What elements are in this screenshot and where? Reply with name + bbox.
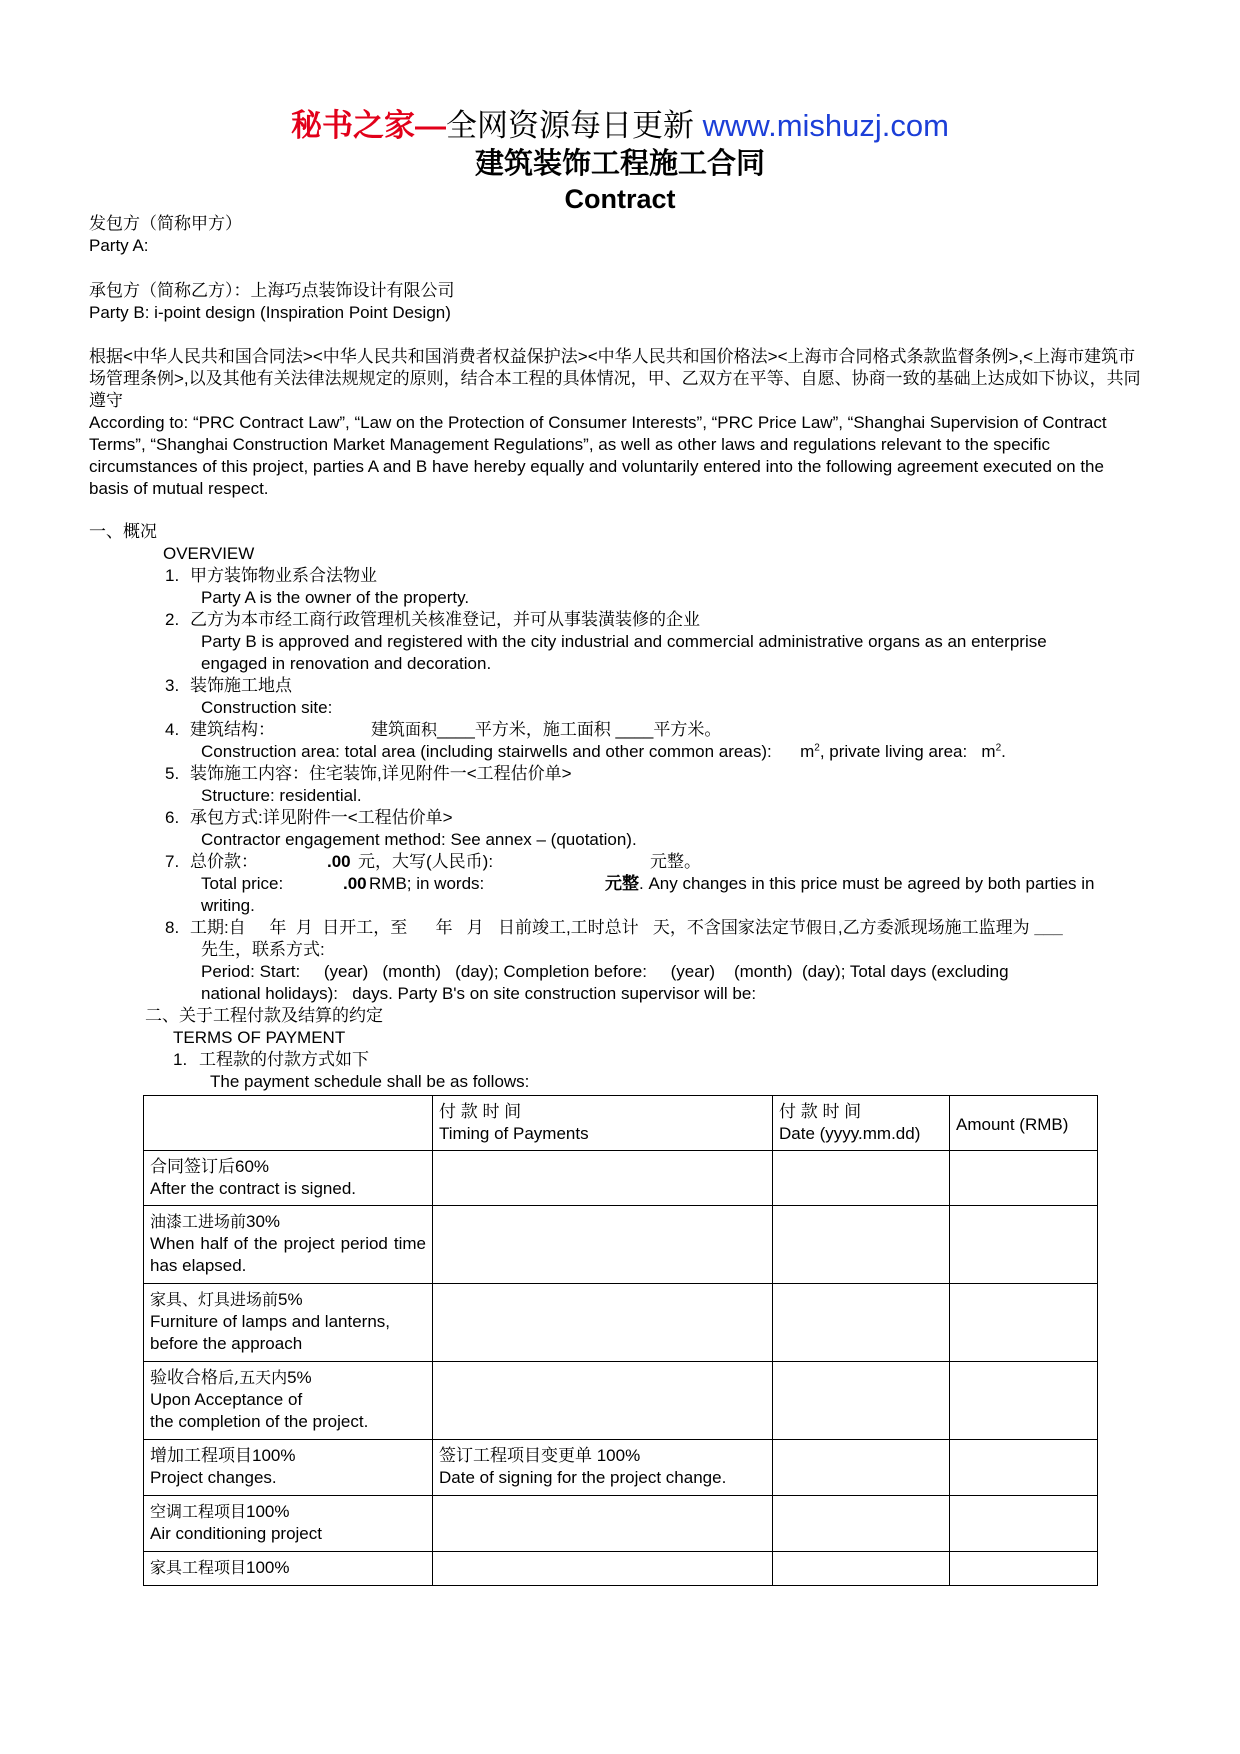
unit-exponent: 2 (995, 742, 1002, 754)
date-cell[interactable] (773, 1496, 950, 1552)
brand-url-link[interactable]: www.mishuzj.com (702, 108, 949, 143)
item8-en-month: (month) (382, 962, 441, 981)
party-b-label-cn: 承包方（简称乙方）：上海巧点装饰设计有限公司 (89, 281, 455, 300)
stage-cn: 增加工程项目 (150, 1446, 252, 1465)
date-cell[interactable] (773, 1440, 950, 1496)
item8-cn-supervisor: ,乙方委派现场施工监理为 (837, 918, 1030, 937)
stage-cell (144, 1496, 433, 1552)
stage-cn: 合同签订后 (150, 1157, 235, 1176)
stage-cell (144, 1440, 433, 1496)
header-cell-timing (433, 1096, 773, 1151)
item1-cn: 甲方装饰物业系合法物业 (190, 566, 377, 585)
item4-cn-detail (371, 719, 721, 741)
timing-cell[interactable] (433, 1552, 773, 1586)
stage-cn-suffix: 后,五天内 (218, 1368, 288, 1387)
stage-percent: 100% (252, 1446, 296, 1465)
stage-percent: 5% (287, 1368, 312, 1387)
item8-en-line1 (201, 961, 1009, 983)
title-english: Contract (564, 184, 676, 214)
item3-en: Construction site: (201, 698, 333, 717)
item8-en-year2: (year) (670, 962, 716, 981)
table-row (144, 1151, 1098, 1206)
item8-en-completion: (day); Completion before: (455, 962, 647, 981)
table-header-row (144, 1096, 1098, 1151)
table-row (144, 1440, 1098, 1496)
unit-m: m (981, 742, 996, 761)
stage-en-line2: the completion of the project. (150, 1412, 369, 1431)
party-b-label-en: Party B: i-point design (Inspiration Point Design) (89, 303, 451, 322)
stage-en: When half of the project period time has elapsed. (150, 1234, 426, 1275)
item8-en-year: (year) (323, 962, 369, 981)
date-cell[interactable] (773, 1362, 950, 1440)
stage-en: After the contract is signed. (150, 1179, 356, 1198)
header-timing-en: Timing of Payments (439, 1124, 589, 1143)
item8-en-line2 (201, 983, 756, 1005)
item8-en-start: Period: Start: (201, 962, 301, 981)
item7-en-amount: .00 (343, 874, 367, 893)
header-cell-amount (950, 1096, 1098, 1151)
timing-cell[interactable] (433, 1362, 773, 1440)
item8-cn-month2: 月 (466, 918, 484, 937)
item7-en-writing: writing. (201, 896, 255, 915)
amount-cell[interactable] (950, 1284, 1098, 1362)
item-number: 4. (165, 720, 180, 739)
item8-en-days: (day); Total days (excluding (801, 962, 1009, 981)
timing-cell[interactable] (433, 1284, 773, 1362)
preamble-en: According to: “PRC Contract Law”, “Law on the Protection of Consumer Interests”, “PRC Price Law”, “Shanghai Supervision of Contract Terms”, “Shanghai Construction Market Management Regulations”, as well as other laws and regulations relevant to the specific circumstances of this project, parties A and B have hereby equally and voluntarily entered into the following agreement executed on the basis of mutual respect. (89, 413, 1107, 498)
stage-cell (144, 1151, 433, 1206)
header-amount: Amount (RMB) (956, 1114, 1069, 1134)
timing-cell[interactable] (433, 1440, 773, 1496)
item-number: 1. (173, 1050, 188, 1069)
item8-cn-until: 日开工，至 (322, 918, 408, 937)
item-number: 2. (165, 610, 180, 629)
date-cell[interactable] (773, 1284, 950, 1362)
party-a-label-en: Party A: (89, 236, 149, 255)
stage-cell (144, 1362, 433, 1440)
item-number: 8. (165, 918, 180, 937)
date-cell[interactable] (773, 1552, 950, 1586)
item8-cn-line2: 先生，联系方式: (201, 940, 325, 959)
stage-percent: 100% (246, 1502, 290, 1521)
stage-percent: 100% (246, 1558, 290, 1577)
table-row (144, 1552, 1098, 1586)
item7-en-note (605, 873, 1094, 895)
item4-cn-building: 建筑 (371, 720, 405, 739)
item7-en-yuan: 元整 (605, 874, 639, 893)
amount-cell[interactable] (950, 1552, 1098, 1586)
item7-cn-words-label: 元，大写(人民币): (358, 852, 494, 871)
table-row (144, 1496, 1098, 1552)
unit-m: m (800, 742, 815, 761)
amount-cell[interactable] (950, 1206, 1098, 1284)
item-number: 6. (165, 808, 180, 827)
amount-cell[interactable] (950, 1151, 1098, 1206)
item5-cn: 装饰施工内容：住宅装饰,详见附件一<工程估价单> (190, 764, 572, 783)
item8-cn-month: 月 (295, 918, 313, 937)
amount-cell[interactable] (950, 1496, 1098, 1552)
stage-en: Project changes. (150, 1468, 277, 1487)
party-a-label-cn: 发包方（简称甲方） (89, 214, 242, 233)
title-chinese: 建筑装饰工程施工合同 (474, 148, 765, 180)
table-row (144, 1206, 1098, 1284)
site-header (0, 106, 1240, 146)
stage-cn: 家具、灯具进场前 (150, 1290, 279, 1309)
stage-percent: 60% (235, 1157, 270, 1176)
stage-en: Furniture of lamps and lanterns, before the approach (150, 1312, 391, 1353)
item4-en-private: , private living area: (819, 742, 968, 761)
payment-table (143, 1095, 1098, 1586)
item7-cn-amount: .00 (327, 852, 351, 871)
item7-cn-label: 总价款： (190, 852, 258, 871)
amount-cell[interactable] (950, 1362, 1098, 1440)
brand-name: 秘书之家 (291, 108, 416, 143)
item8-cn-blank: ___ (1034, 918, 1063, 937)
header-timing-cn: 付 款 时 间 (439, 1102, 522, 1121)
section2-heading-en: TERMS OF PAYMENT (173, 1028, 346, 1047)
stage-cn: 验收合格 (150, 1368, 218, 1387)
item4-cn-area-values: ____平方米，施工面积 ____平方米。 (437, 720, 722, 739)
table-row (144, 1362, 1098, 1440)
header-date-en: Date (yyyy.mm.dd) (779, 1124, 921, 1143)
item-number: 1. (165, 566, 180, 585)
item8-en-holidays: national holidays): (201, 984, 339, 1003)
stage-cn: 油漆工进场前 (150, 1212, 247, 1231)
stage-cn: 家具工程项目 (150, 1558, 247, 1577)
item8-cn-completion: 日前竣工,工时总计 (497, 918, 639, 937)
item5-en: Structure: residential. (201, 786, 362, 805)
stage-cell (144, 1284, 433, 1362)
item8-cn-holiday: 假日 (805, 918, 838, 937)
stage-en: Air conditioning project (150, 1524, 322, 1543)
stage-percent: 30% (246, 1212, 281, 1231)
header-cell-date (773, 1096, 950, 1151)
item4-cn-area: 面积 (405, 720, 438, 739)
payment-schedule-en: The payment schedule shall be as follows: (210, 1072, 530, 1091)
item6-en: Contractor engagement method: See annex – (quotation). (201, 830, 637, 849)
item2-en: Party B is approved and registered with the city industrial and commercial administrative organs as an enterprise engaged in renovation and decoration. (201, 632, 1047, 673)
preamble-cn: 根据<中华人民共和国合同法><中华人民共和国消费者权益保护法><中华人民共和国价格法><上海市合同格式条款监督条例>,<上海市建筑市场管理条例>,以及其他有关法律法规规定的原则，结合本工程的具体情况，甲、乙双方在平等、自愿、协商一致的基础上达成如下协议，共同遵守 (89, 347, 1141, 410)
item4-en-total: Construction area: total area (including stairwells and other common areas): (201, 742, 772, 761)
item7-en-words: RMB; in words: (369, 874, 485, 893)
item7-cn-yuan: 元整。 (650, 852, 701, 871)
item8-en-supervisor: days. Party B's on site construction supervisor will be: (352, 984, 757, 1003)
timing-cn: 签订工程项目变更单 100% (439, 1446, 641, 1465)
item3-cn: 装饰施工地点 (190, 676, 292, 695)
item-number: 5. (165, 764, 180, 783)
section1-heading: 一、概况 (89, 522, 157, 541)
stage-en: Upon Acceptance of (150, 1390, 303, 1409)
timing-en: Date of signing for the project change. (439, 1468, 727, 1487)
item8-cn-days: 天，不含国家法定节 (652, 918, 806, 937)
timing-cell[interactable] (433, 1496, 773, 1552)
payment-schedule-cn: 工程款的付款方式如下 (199, 1050, 369, 1069)
stage-cn: 空调工程项目 (150, 1502, 247, 1521)
item4-en (201, 741, 1006, 763)
section1-heading-en: OVERVIEW (163, 544, 255, 563)
header-date-cn: 付 款 时 间 (779, 1102, 862, 1121)
stage-percent: 5% (278, 1290, 303, 1309)
item6-cn: 承包方式:详见附件一<工程估价单> (190, 808, 453, 827)
stage-cell (144, 1552, 433, 1586)
item8-cn-year2: 年 (435, 918, 453, 937)
table-row (144, 1284, 1098, 1362)
unit-exponent: 2 (814, 742, 820, 754)
item4-cn-label: 建筑结构： (190, 720, 275, 739)
section2-heading: 二、关于工程付款及结算的约定 (145, 1006, 383, 1025)
item8-cn-start: 工期:自 (190, 918, 246, 937)
item1-en: Party A is the owner of the property. (201, 588, 470, 607)
header-cell-stage (144, 1096, 433, 1151)
period-punct: . (1001, 742, 1006, 761)
item-number: 7. (165, 852, 180, 871)
item8-cn-year: 年 (269, 918, 287, 937)
brand-slogan: 全网资源每日更新 (446, 108, 695, 143)
timing-cell[interactable] (433, 1151, 773, 1206)
stage-cell (144, 1206, 433, 1284)
item2-cn: 乙方为本市经工商行政管理机关核准登记，并可从事装潢装修的企业 (190, 610, 700, 629)
item8-cn-line1 (190, 917, 1063, 939)
item7-en-agreement: . Any changes in this price must be agreed by both parties in (639, 874, 1095, 893)
item8-en-month2: (month) (733, 962, 793, 981)
date-cell[interactable] (773, 1151, 950, 1206)
amount-cell[interactable] (950, 1440, 1098, 1496)
item7-en-label: Total price: (201, 874, 284, 893)
item-number: 3. (165, 676, 180, 695)
date-cell[interactable] (773, 1206, 950, 1284)
brand-dash: — (415, 108, 447, 143)
timing-cell[interactable] (433, 1206, 773, 1284)
